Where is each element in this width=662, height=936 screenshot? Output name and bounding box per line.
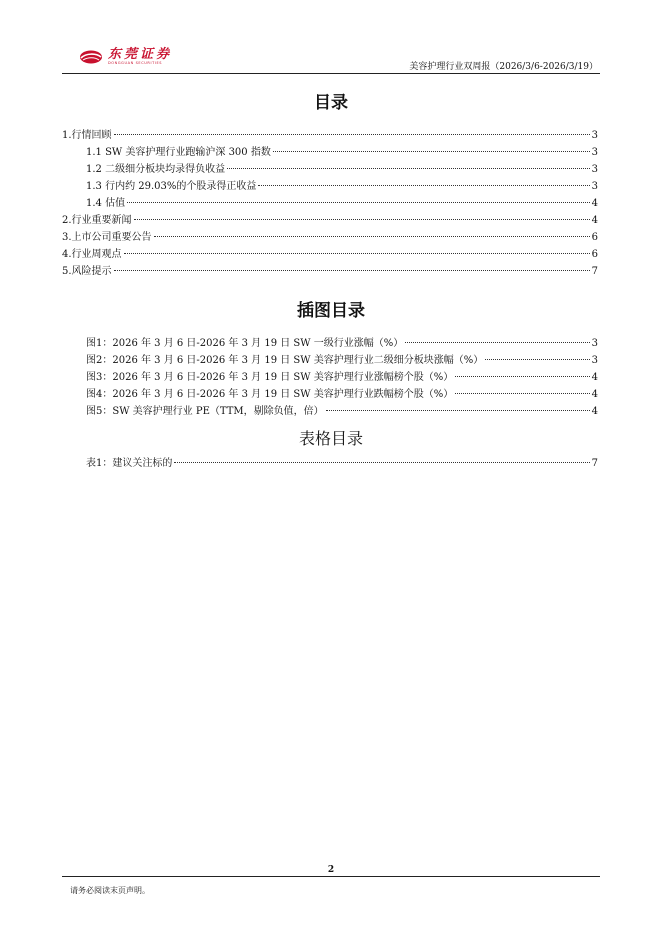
figure-entry[interactable] [62,351,598,368]
toc-entry-label: 1.行情回顾 [62,130,112,141]
dot-leader [114,134,590,135]
dot-leader [258,185,589,186]
toc-entry[interactable] [62,126,598,143]
toc-entry-label: 1.1 SW 美容护理行业跑输沪深 300 指数 [86,147,271,158]
toc-entry-page: 3 [591,130,598,141]
disclaimer-note: 请务必阅读末页声明。 [70,886,150,895]
toc-entry-page: 6 [591,232,598,243]
toc-entry-page: 3 [591,164,598,175]
toc-entry[interactable] [62,177,598,194]
logo-mark-icon [78,49,104,65]
toc-entry-label: 1.3 行内约 29.03%的个股录得正收益 [86,181,257,192]
dot-leader [455,376,589,377]
toc-entry[interactable] [62,228,598,245]
table-entry-page: 7 [591,458,598,469]
toc-entry-label: 2.行业重要新闻 [62,215,132,226]
toc-entry-label: 3.上市公司重要公告 [62,232,152,243]
figure-entry-label: 图3：2026 年 3 月 6 日-2026 年 3 月 19 日 SW 美容护理行业涨幅榜个股（%） [86,372,454,383]
logo-text-cn: 东莞证券 [108,47,173,62]
figure-entry-label: 图5：SW 美容护理行业 PE（TTM，剔除负值，倍） [86,406,324,417]
figure-entry-label: 图1：2026 年 3 月 6 日-2026 年 3 月 19 日 SW 一级行业涨幅（%） [86,338,404,349]
toc-entry-page: 4 [591,198,598,209]
page-header [62,46,600,72]
header-divider [62,73,600,74]
figure-entry[interactable] [62,402,598,419]
figure-entry-page: 4 [591,406,598,417]
figure-entry[interactable] [62,385,598,402]
toc-entry[interactable] [62,143,598,160]
report-title: 美容护理行业双周报（2026/3/6-2026/3/19） [409,62,598,72]
toc-entry-page: 4 [591,215,598,226]
toc-entry[interactable] [62,194,598,211]
figures-title: 插图目录 [297,301,365,321]
dot-leader [124,253,590,254]
figure-entry-page: 4 [591,389,598,400]
figures-list [62,334,598,419]
dot-leader [134,219,590,220]
dot-leader [405,342,589,343]
figure-entry-page: 4 [591,372,598,383]
tables-list [62,454,598,471]
dot-leader [227,168,590,169]
dot-leader [485,359,589,360]
figure-entry[interactable] [62,334,598,351]
tables-title: 表格目录 [298,429,363,448]
page-number: 2 [327,865,335,875]
toc-list [62,126,598,279]
figure-entry-page: 3 [591,355,598,366]
company-logo [78,48,172,66]
figure-entry-page: 3 [591,338,598,349]
dot-leader [326,410,590,411]
toc-entry-label: 1.2 二级细分板块均录得负收益 [86,164,226,175]
dot-leader [114,270,590,271]
dot-leader [127,202,590,203]
dot-leader [455,393,589,394]
dot-leader [174,462,589,463]
toc-entry[interactable] [62,211,598,228]
figure-entry-label: 图4：2026 年 3 月 6 日-2026 年 3 月 19 日 SW 美容护理行业跌幅榜个股（%） [86,389,454,400]
toc-entry-page: 3 [591,147,598,158]
dot-leader [154,236,590,237]
page-footer [62,865,600,907]
toc-entry-page: 3 [591,181,598,192]
toc-entry[interactable] [62,160,598,177]
toc-entry[interactable] [62,262,598,279]
figure-entry[interactable] [62,368,598,385]
figure-entry-label: 图2：2026 年 3 月 6 日-2026 年 3 月 19 日 SW 美容护理行业二级细分板块涨幅（%） [86,355,484,366]
table-entry-label: 表1：建议关注标的 [86,458,173,469]
logo-text-en: DONGGUAN SECURITIES [108,61,163,65]
dot-leader [273,151,590,152]
table-entry[interactable] [62,454,598,471]
toc-title: 目录 [314,93,348,113]
toc-entry-page: 7 [591,266,598,277]
toc-entry-label: 4.行业周观点 [62,249,122,260]
toc-entry[interactable] [62,245,598,262]
toc-entry-page: 6 [591,249,598,260]
toc-entry-label: 1.4 估值 [86,198,126,209]
toc-entry-label: 5.风险提示 [62,266,112,277]
